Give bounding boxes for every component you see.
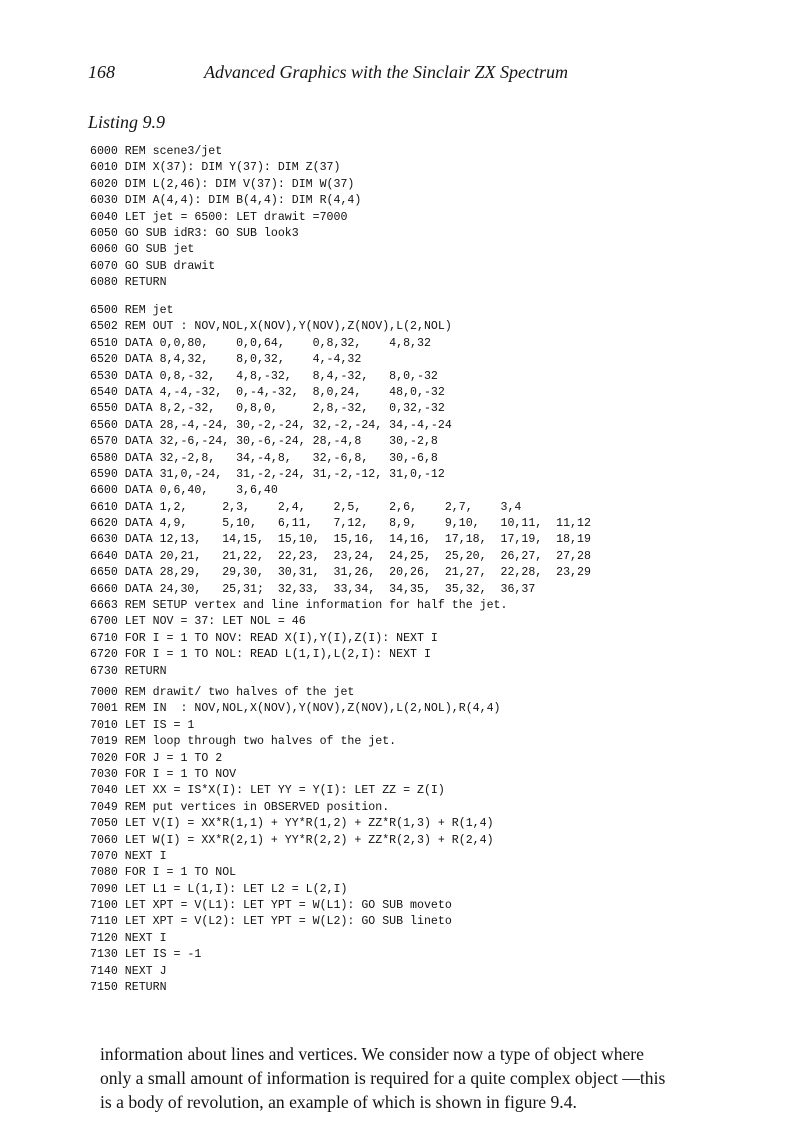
code-line: 6020 DIM L(2,46): DIM V(37): DIM W(37) [90,177,355,191]
code-line: 6730 RETURN [90,664,167,678]
code-line: 6080 RETURN [90,276,167,290]
code-line: 7120 NEXT I [90,931,167,945]
body-line: information about lines and vertices. We consider now a type of object where [100,1044,644,1064]
code-line: 7060 LET W(I) = XX*R(2,1) + YY*R(2,2) + ZZ*R(2,3) + R(2,4) [90,833,494,847]
code-line: 6650 DATA 28,29, 29,30, 30,31, 31,26, 20,26, 21,27, 22,28, 23,29 [90,566,591,580]
code-line: 6000 REM scene3/jet [90,145,223,158]
code-line: 6070 GO SUB drawit [90,259,216,273]
body-paragraph [100,1042,740,1114]
code-line: 7001 REM IN : NOV,NOL,X(NOV),Y(NOV),Z(NOV),L(2,NOL),R(4,4) [90,702,501,716]
code-line: 6620 DATA 4,9, 5,10, 6,11, 7,12, 8,9, 9,10, 10,11, 11,12 [90,517,591,531]
code-line: 7000 REM drawit/ two halves of the jet [90,686,355,699]
code-line: 6720 FOR I = 1 TO NOL: READ L(1,I),L(2,I): NEXT I [90,648,431,662]
code-line: 7050 LET V(I) = XX*R(1,1) + YY*R(1,2) + ZZ*R(1,3) + R(1,4) [90,817,494,831]
code-line: 7100 LET XPT = V(L1): LET YPT = W(L1): GO SUB moveto [90,899,452,913]
code-line: 7010 LET IS = 1 [90,718,195,732]
code-line: 7020 FOR J = 1 TO 2 [90,751,223,765]
code-line: 6590 DATA 31,0,-24, 31,-2,-24, 31,-2,-12, 31,0,-12 [90,467,445,481]
code-line: 6640 DATA 20,21, 21,22, 22,23, 23,24, 24,25, 25,20, 26,27, 27,28 [90,549,591,563]
code-line: 6600 DATA 0,6,40, 3,6,40 [90,484,278,498]
code-line: 7049 REM put vertices in OBSERVED position. [90,800,390,814]
code-line: 6500 REM jet [90,304,174,317]
code-line: 6663 REM SETUP vertex and line information for half the jet. [90,599,508,613]
code-line: 7080 FOR I = 1 TO NOL [90,866,237,880]
code-line: 6560 DATA 28,-4,-24, 30,-2,-24, 32,-2,-24, 34,-4,-24 [90,418,452,432]
code-line: 6630 DATA 12,13, 14,15, 15,10, 15,16, 14,16, 17,18, 17,19, 18,19 [90,533,591,547]
page-number: 168 [88,62,115,82]
code-line: 6520 DATA 8,4,32, 8,0,32, 4,-4,32 [90,353,362,367]
code-line: 7090 LET L1 = L(1,I): LET L2 = L(2,I) [90,882,348,896]
code-block-drawit [90,685,501,996]
listing-title: Listing 9.9 [88,112,166,132]
code-line: 6660 DATA 24,30, 25,31; 32,33, 33,34, 34,35, 35,32, 36,37 [90,582,536,596]
code-line: 6010 DIM X(37): DIM Y(37): DIM Z(37) [90,161,341,175]
code-line: 7150 RETURN [90,981,167,995]
code-line: 6530 DATA 0,8,-32, 4,8,-32, 8,4,-32, 8,0,-32 [90,369,438,383]
code-line: 6540 DATA 4,-4,-32, 0,-4,-32, 8,0,24, 48,0,-32 [90,385,445,399]
code-line: 7019 REM loop through two halves of the jet. [90,735,397,749]
code-line: 6710 FOR I = 1 TO NOV: READ X(I),Y(I),Z(I): NEXT I [90,631,438,645]
running-head: Advanced Graphics with the Sinclair ZX Spectrum [204,62,568,82]
code-line: 7130 LET IS = -1 [90,948,202,962]
code-line: 7110 LET XPT = V(L2): LET YPT = W(L2): GO SUB lineto [90,915,452,929]
code-line: 7140 NEXT J [90,964,167,978]
body-line: only a small amount of information is required for a quite complex object —this [100,1068,666,1088]
body-line: is a body of revolution, an example of which is shown in figure 9.4. [100,1092,577,1112]
code-line: 6570 DATA 32,-6,-24, 30,-6,-24, 28,-4,8 30,-2,8 [90,435,438,449]
code-line: 6050 GO SUB idR3: GO SUB look3 [90,226,299,240]
code-line: 6700 LET NOV = 37: LET NOL = 46 [90,615,306,629]
code-line: 6502 REM OUT : NOV,NOL,X(NOV),Y(NOV),Z(NOV),L(2,NOL) [90,320,452,334]
code-line: 6030 DIM A(4,4): DIM B(4,4): DIM R(4,4) [90,194,362,208]
code-line: 6040 LET jet = 6500: LET drawit =7000 [90,210,348,224]
code-line: 7030 FOR I = 1 TO NOV [90,767,237,781]
code-block-jet [90,303,591,680]
code-line: 6580 DATA 32,-2,8, 34,-4,8, 32,-6,8, 30,-6,8 [90,451,438,465]
code-line: 7070 NEXT I [90,849,167,863]
code-block-scene3 [90,144,361,292]
code-line: 6610 DATA 1,2, 2,3, 2,4, 2,5, 2,6, 2,7, 3,4 [90,500,522,514]
code-line: 7040 LET XX = IS*X(I): LET YY = Y(I): LET ZZ = Z(I) [90,784,445,798]
code-line: 6060 GO SUB jet [90,243,195,257]
code-line: 6510 DATA 0,0,80, 0,0,64, 0,8,32, 4,8,32 [90,336,431,350]
code-line: 6550 DATA 8,2,-32, 0,8,0, 2,8,-32, 0,32,-32 [90,402,445,416]
